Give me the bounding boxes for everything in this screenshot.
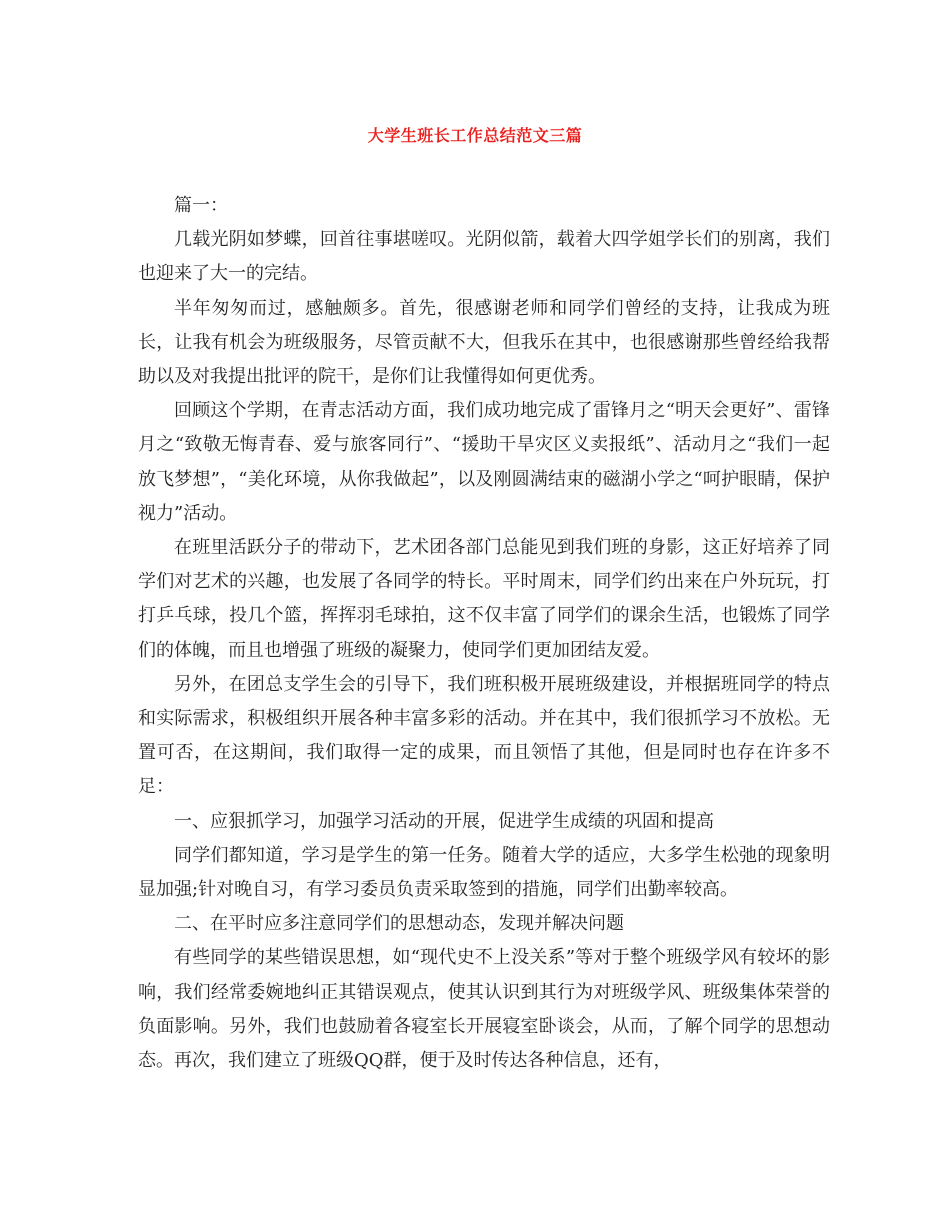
section-heading: 篇一： bbox=[174, 195, 228, 216]
paragraph: 有些同学的某些错误思想，如“现代史不上没关系”等对于整个班级学风有较坏的影响，我们经常委婉地纠正其错误观点，使其认识到其行为对班级学风、班级集体荣誉的负面影响。另外，我们也鼓励着各寝室长开展寝室卧谈会，从而，了解个同学的思想动态。再次，我们建立了班级QQ群，便于及时传达各种信息，还有， bbox=[138, 947, 830, 1072]
paragraph: 另外，在团总支学生会的引导下，我们班积极开展班级建设，并根据班同学的特点和实际需求，积极组织开展各种丰富多彩的活动。并在其中，我们很抓学习不放松。无置可否，在这期间，我们取得一定的成果，而且领悟了其他，但是同时也存在许多不足： bbox=[138, 673, 830, 798]
paragraph: 几载光阴如梦蝶，回首往事堪嗟叹。光阴似箭，载着大四学姐学长们的别离，我们也迎来了大一的完结。 bbox=[138, 229, 830, 285]
numbered-point: 二、在平时应多注意同学们的思想动态，发现并解决问题 bbox=[174, 913, 624, 935]
document-body bbox=[138, 189, 830, 1078]
paragraph: 回顾这个学期，在青志活动方面，我们成功地完成了雷锋月之“明天会更好”、雷锋月之“致敬无悔青春、爱与旅客同行”、“援助干旱灾区义卖报纸”、活动月之“我们一起放飞梦想”，“美化环境，从你我做起”，以及刚圆满结束的磁湖小学之“呵护眼睛，保护视力”活动。 bbox=[138, 400, 830, 524]
paragraph: 在班里活跃分子的带动下，艺术团各部门总能见到我们班的身影，这正好培养了同学们对艺术的兴趣，也发展了各同学的特长。平时周末，同学们约出来在户外玩玩，打打乒乓球，投几个篮，挥挥羽毛球拍，这不仅丰富了同学们的课余生活，也锻炼了同学们的体魄，而且也增强了班级的凝聚力，使同学们更加团结友爱。 bbox=[138, 537, 830, 661]
paragraph: 半年匆匆而过，感触颇多。首先，很感谢老师和同学们曾经的支持，让我成为班长，让我有机会为班级服务，尽管贡献不大，但我乐在其中，也很感谢那些曾经给我帮助以及对我提出批评的院干，是你们让我懂得如何更优秀。 bbox=[138, 297, 830, 388]
document-title: 大学生班长工作总结范文三篇 bbox=[367, 126, 583, 145]
numbered-point: 一、应狠抓学习，加强学习活动的开展，促进学生成绩的巩固和提高 bbox=[174, 810, 714, 832]
paragraph: 同学们都知道，学习是学生的第一任务。随着大学的适应，大多学生松弛的现象明显加强;针对晚自习，有学习委员负责采取签到的措施，同学们出勤率较高。 bbox=[138, 844, 830, 901]
